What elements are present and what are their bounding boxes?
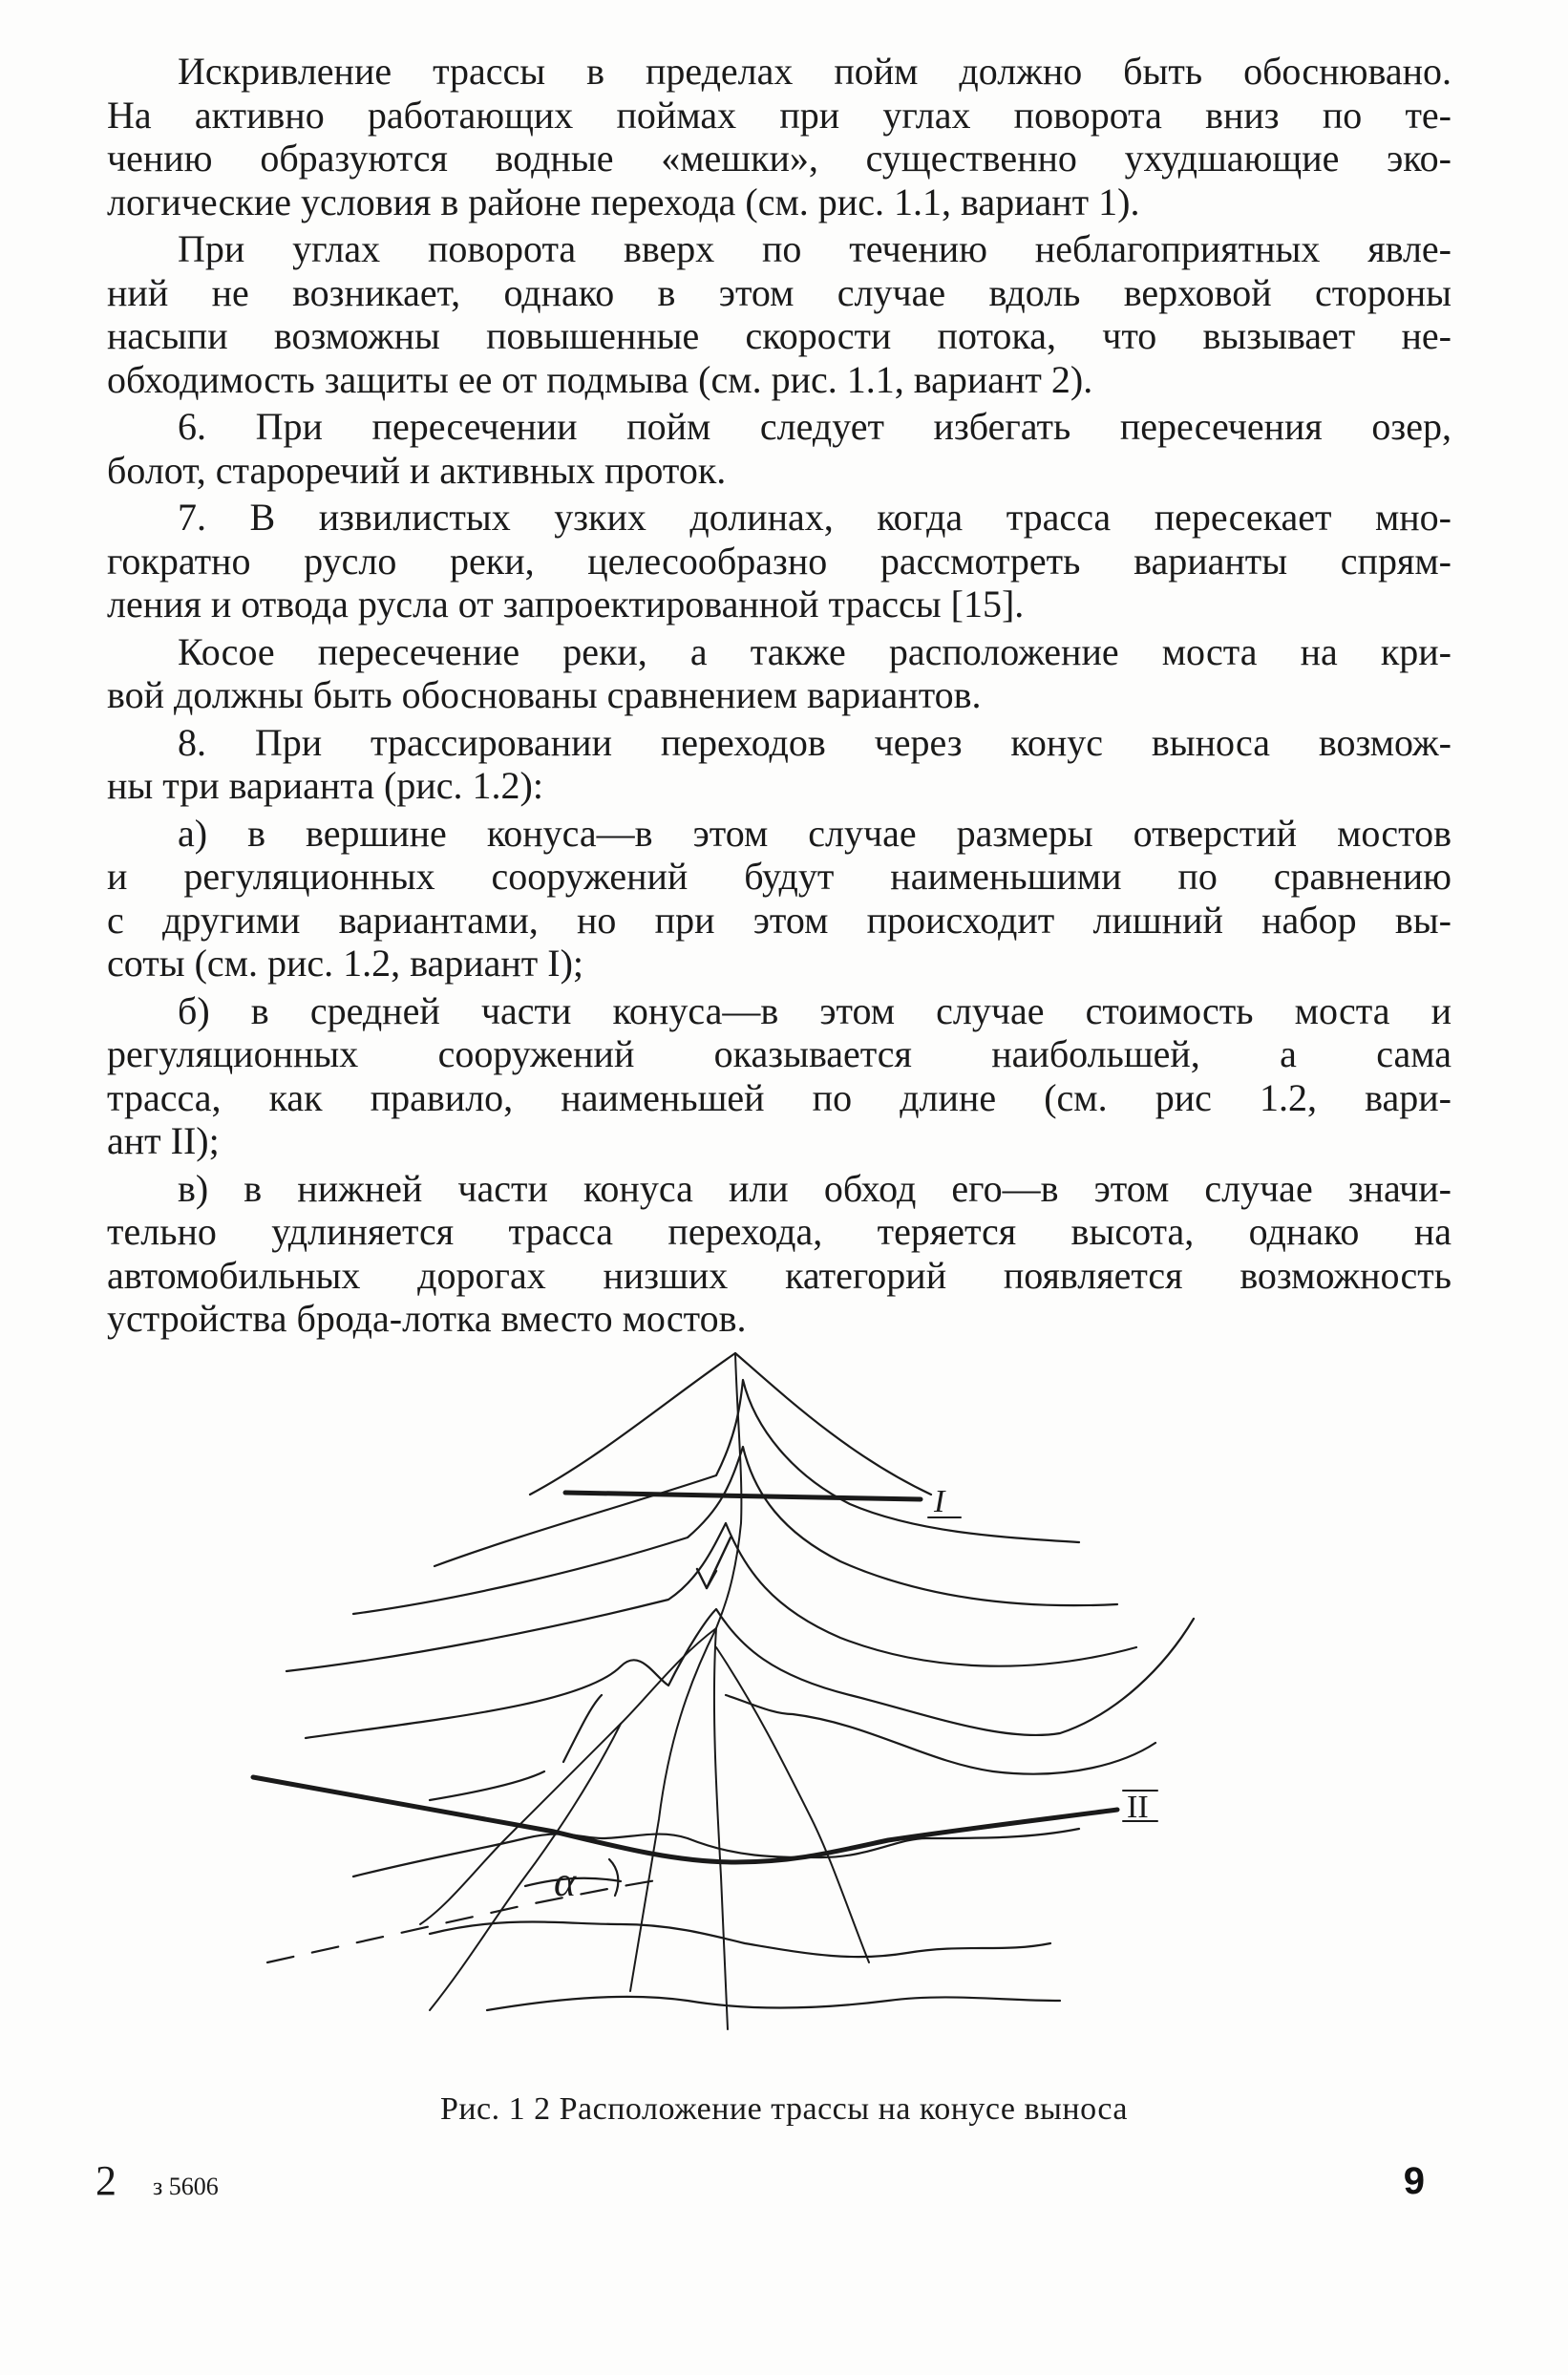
text-line: логические условия в районе перехода (см. рис. 1.1, вариант 1). [107,180,1140,223]
text-line: ления и отвода русла от запроектированной трассы [15]. [107,583,1025,626]
text-line: гократно русло реки, целесообразно рассмотреть варианты спрям- [107,539,1451,583]
text-line: трасса, как правило, наименьшей по длине (см. рис 1.2, вари- [107,1075,1451,1119]
label-angle-alpha: α [554,1858,577,1905]
text-line: Искривление трассы в пределах пойм должно быть обоснювано. [178,50,1451,93]
text-line: болот, стаpоречий и активных проток. [107,448,727,492]
label-variant-2: II [1127,1790,1149,1825]
label-variant-1: I [934,1484,945,1519]
route-variant-1 [565,1493,921,1499]
text-line: ны три варианта (рис. 1.2): [107,764,543,807]
figure-alluvial-fan [239,1342,1327,2039]
text-line: насыпи возможны повышенные скорости потока, что вызывает не- [107,314,1451,357]
signature-number: 2 [95,2157,117,2204]
route-variant-2 [253,1777,1117,1862]
paragraph [107,227,1451,401]
text-line: тельно удлиняется трасса перехода, теряется высота, однако на [107,1210,1451,1253]
channel-line [714,1353,741,2029]
dashed-axis [267,1878,668,1962]
paragraph [107,721,1451,808]
contour-line [530,1353,931,1495]
text-line: ний не возникает, однако в этом случае вдоль верховой стороны [107,270,1451,314]
contour-line [487,1997,1060,2010]
contour-line [434,1380,1079,1566]
text-line: б) в средней части конуса—в этом случае стоимость моста и [178,988,1451,1032]
angle-arc [609,1859,618,1896]
text-line: Косое пересечение реки, а также расположение моста на кри- [178,629,1451,673]
contour-line [306,1609,1194,1738]
paragraph [107,50,1451,223]
text-line: с другими вариантами, но при этом происходит лишний набор вы- [107,898,1451,942]
text-line: 6. При пересечении пойм следует избегать пересечения озер, [178,405,1451,448]
text-line: 8. При трассировании переходов через конус выноса возмож- [178,720,1451,764]
figure-caption: Рис. 1 2 Расположение трассы на конусе выноса [439,2091,1129,2127]
text-line: в) в нижней части конуса или обход его—в этом случае значи- [178,1166,1451,1210]
contour-line [353,1829,1079,1877]
signature-mark [95,2156,219,2205]
text-line: а) в вершине конуса—в этом случае размеры отверстий мостов [178,811,1451,855]
paragraph [107,405,1451,492]
paragraph [107,1167,1451,1341]
contour-line [286,1523,1136,1671]
signature-code: з 5606 [153,2173,219,2200]
text-line: При углах поворота вверх по течению неблагоприятных явле- [178,227,1451,270]
route-line-variant-1 [565,1493,921,1499]
text-line: и регуляционных сооружений будут наименьшими по сравнению [107,855,1451,898]
paragraph [107,630,1451,717]
paragraph [107,812,1451,986]
text-line: устройства брода-лотка вместо мостов. [107,1297,747,1340]
text-line: На активно работающих поймах при углах поворота вниз по те- [107,93,1451,137]
text-line: обходимость защиты ее от подмыва (см. рис. 1.1, вариант 2). [107,357,1093,401]
text-line: ант II); [107,1119,220,1162]
text-line: соты (см. рис. 1.2, вариант I); [107,942,584,985]
dashed-axis-line [267,1878,668,1962]
contour-line [430,1695,1155,1800]
text-line: вой должны быть обоснованы сравнением вариантов. [107,673,982,716]
text-line: автомобильных дорогах низших категорий появляется возможность [107,1253,1451,1297]
route-line-variant-2 [253,1777,1117,1862]
page-number: 9 [1403,2160,1425,2202]
paragraph [107,496,1451,626]
text-line: чению образуются водные «мешки», существенно ухудшающие эко- [107,137,1451,180]
contour-line [353,1447,1117,1614]
body-text [107,50,1451,1345]
channel-lines [420,1353,869,2029]
contour-line [430,1922,1050,1958]
paragraph [107,989,1451,1163]
text-line: регуляционных сооружений оказывается наибольшей, а сама [107,1032,1451,1075]
channel-line [630,1628,716,1991]
text-line: 7. В извилистых узких долинах, когда трасса пересекает мно- [178,496,1451,539]
